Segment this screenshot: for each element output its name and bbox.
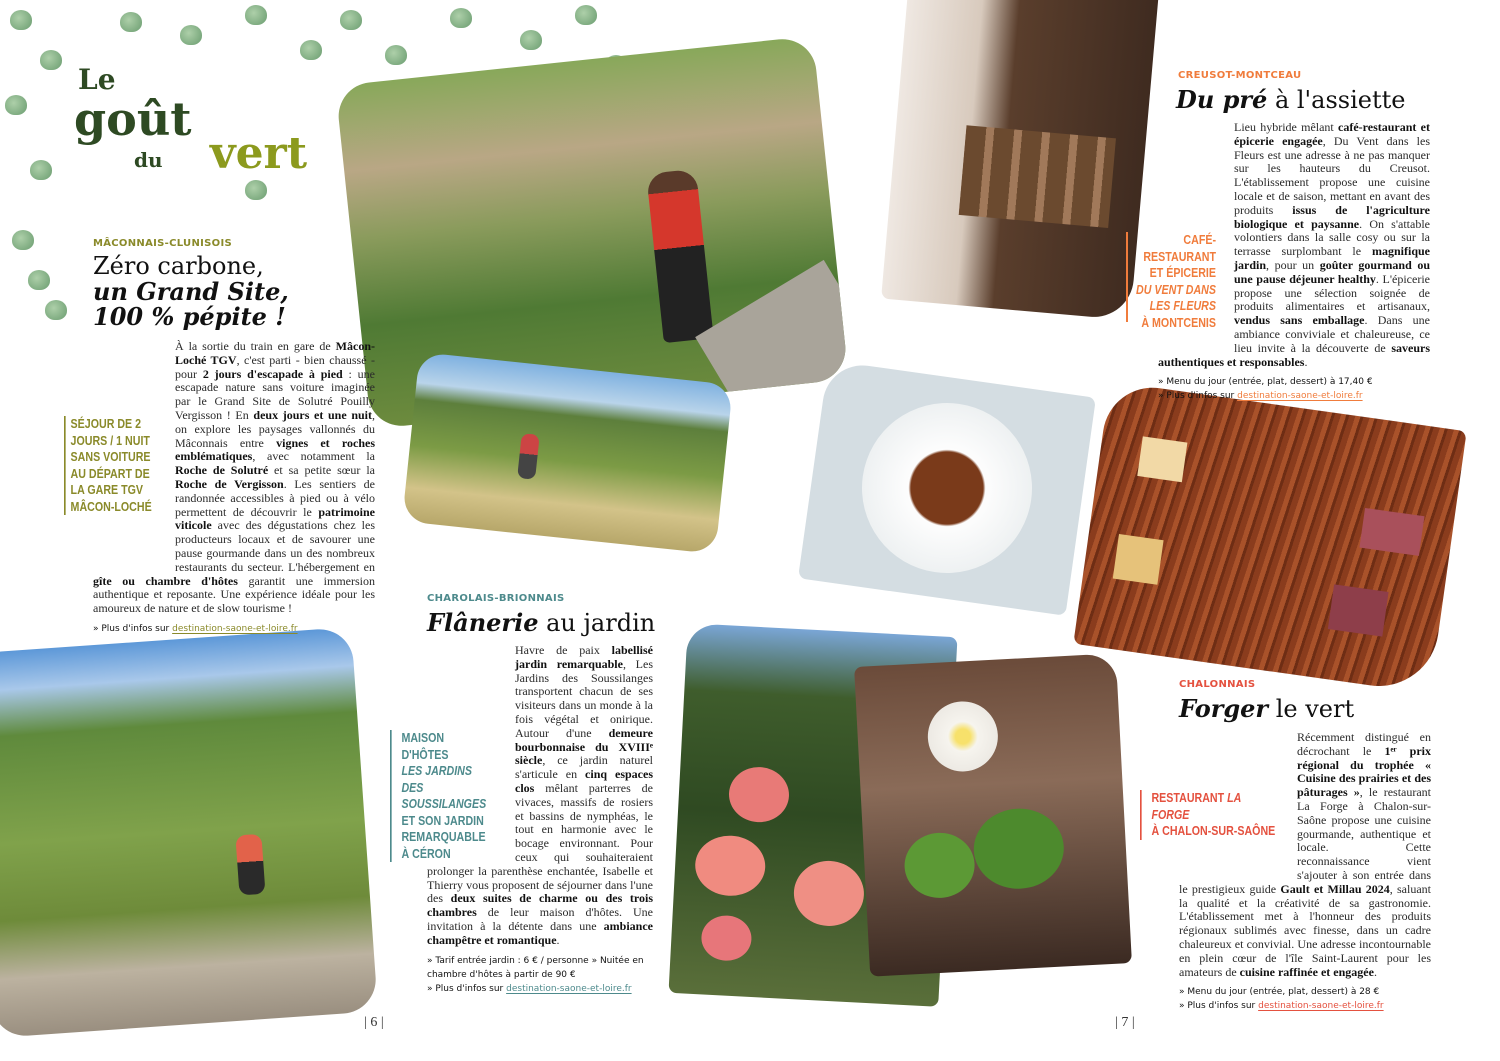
article1-sidebar: SÉJOUR DE 2 JOURS / 1 NUIT SANS VOITURE AU DÉPART DE LA GARE TGV MÂCON-LOCHÉ [64,416,162,515]
sidebar-line: À CHALON-SUR-SAÔNE [1151,823,1276,838]
leaf [245,180,267,200]
title-line: Zéro carbone, [93,252,264,280]
body-emphasis: Roche de Vergisson [175,476,284,491]
logo-text: goût [74,92,192,146]
info-label: » Plus d'infos sur [1179,1001,1259,1012]
photo-cafe-grocery [881,0,1159,320]
article3-body [1158,121,1430,369]
article1-title [93,254,289,329]
photo-water-lily [854,653,1132,976]
body-text: , c'est parti - bien chaussé - pour [175,352,375,381]
page-number-left: | 6 | [364,1015,384,1030]
title-italic: Du pré [1176,85,1268,114]
photo-tasting-board [1073,381,1466,694]
article4-info [1179,985,1431,1013]
body-text: . [1304,354,1308,369]
body-emphasis: ambiance champêtre et romantique [427,918,653,947]
logo-text: vert [210,128,308,179]
float-spacer [1179,773,1297,873]
body-emphasis: patrimoine viticole [175,504,375,533]
body-text: À la sortie du train en gare de [175,339,336,353]
body-text: , on explore les paysages vallonnés du Mâconnais entre [175,407,375,450]
leaf [520,30,542,50]
body-text: . On s'attable volontiers dans la salle cosy ou sur la terrasse surplombant le [1234,216,1430,259]
body-text: , Du Vent dans les Fleurs est une adresse à ne pas manquer sur les hauteurs du Creusot. L'établissement propose une cuisine locale et de saison, mettant en avant des produits [1234,133,1430,217]
body-emphasis: gîte ou chambre d'hôtes [93,573,238,588]
body-emphasis: vignes et roches emblématiques [175,435,376,464]
sidebar-line: LES JARDINS DES SOUSSILANGES [401,763,487,811]
leaf [385,45,407,65]
article3-info [1158,375,1430,403]
title-italic: Flânerie [427,608,539,637]
logo-text: du [134,148,163,172]
body-emphasis: issus de l'agriculture biologique et paysanne [1234,202,1430,231]
article3-column [1158,121,1430,403]
article3-kicker: CREUSOT-MONTCEAU [1178,70,1302,81]
body-text: . Dans une ambiance conviviale et chaleureuse, ce lieu invite à la découverte de [1234,313,1430,355]
info-label: » Plus d'infos sur [1158,391,1238,402]
sidebar-line: ET SON JARDIN REMARQUABLE À CÉRON [401,812,486,861]
photo-plated-dish [798,360,1096,615]
sidebar-line: CAFÉ-RESTAURANT ET ÉPICERIE [1143,232,1216,280]
body-emphasis: demeure bourbonnaise du XVIIIᵉ siècle [515,725,653,768]
article2-column [427,644,653,996]
leaf [575,5,597,25]
body-text: garantit une immersion authentique et reposante. Une expérience idéale pour les amoureux de nature et de slow tourisme ! [93,573,376,616]
body-text: . [1373,964,1377,979]
info-label: » Plus d'infos sur [427,983,507,994]
body-text: , pour un [1266,257,1320,272]
leaf [180,25,202,45]
leaf [30,160,52,180]
page-number: 7 [1121,1015,1129,1030]
article2-body [427,644,653,948]
body-text: , saluant la qualité et la créativité de sa gastronomie. L'établissement met à l'honneur des produits régionaux sublimés avec finesse, dans un cadre chaleureux et convivial. Une adresse incontournable en plein cœur de l'île Saint-Laurent pour les amateurs de [1179,881,1431,979]
body-emphasis: cinq espaces clos [515,767,653,795]
sidebar-line: RESTAURANT [1151,790,1225,805]
leaf [12,230,34,250]
logo-text: Le [78,63,116,96]
info-link[interactable]: destination-saone-et-loire.fr [506,983,632,994]
article1-info [93,622,375,636]
title-line: 100 % pépite ! [93,302,286,331]
title-rest: à l'assiette [1267,86,1406,114]
body-emphasis: Roche de Solutré [175,463,269,478]
article3-title [1176,87,1405,113]
article4-title [1179,696,1354,722]
body-text: Havre de paix [515,643,612,657]
body-text: , avec notamment la [252,449,375,464]
body-emphasis: magnifique jardin [1234,244,1430,272]
body-text: , ce jardin naturel s'articule en [515,753,653,782]
article1-kicker: MÂCONNAIS-CLUNISOIS [93,238,232,249]
body-emphasis: deux jours et une nuit [253,407,372,422]
body-emphasis: Mâcon-Loché TGV [175,339,375,367]
sidebar-line: DU VENT DANS LES FLEURS [1136,281,1216,313]
article1-column [93,340,375,636]
page-number-right: | 7 | [1115,1015,1135,1030]
sidebar-line: LA FORGE [1151,790,1241,822]
body-text: , Les Jardins des Soussilanges transportent chacun de ses visiteurs dans un monde à la fois végétal et onirique. Autour d'une [515,656,653,740]
info-price: » Menu du jour (entrée, plat, dessert) à 17,40 € [1158,377,1373,388]
body-emphasis: 1ᵉʳ prix régional du trophée « Cuisine des prairies et des pâturages » [1297,743,1431,800]
body-text: Récemment distingué en décrochant le [1297,730,1431,758]
body-emphasis: 2 jours d'escapade à pied [202,366,343,381]
body-text: . Les sentiers de randonnée accessibles à pied ou à vélo permettent de découvrir le [175,476,376,519]
leaf [120,12,142,32]
body-text: mêlant parterres de vivaces, massifs de rosiers et bassins de nymphéas, le tout en harmonie avec le bocage environnant. Pour ceux qui souhaiteraient prolonger la parenthèse enchantée, Isabelle et Thierry vous proposent de séjourner dans l'une des [427,780,653,906]
body-text: et sa petite sœur la [268,463,375,478]
body-text: . L'épicerie propose une sélection soignée de produits alimentaires et artisanaux, [1234,271,1430,314]
article4-kicker: CHALONNAIS [1179,679,1256,690]
leaf [450,8,472,28]
leaf [340,10,362,30]
leaf [300,40,322,60]
body-emphasis: labellisé jardin remarquable [515,643,653,671]
article2-kicker: CHAROLAIS-BRIONNAIS [427,593,565,604]
article4-column [1179,731,1431,1013]
body-emphasis: vendus sans emballage [1234,313,1365,328]
body-emphasis: goûter gourmand ou une pause déjeuner healthy [1234,257,1431,286]
body-text: de leur maison d'hôtes. Une invitation à la détente dans une [427,905,653,933]
body-text: Lieu hybride mêlant [1234,120,1339,134]
title-rest: au jardin [538,609,656,637]
leaf [245,5,267,25]
body-emphasis: cuisine raffinée et engagée [1239,964,1374,979]
body-emphasis: saveurs authentiques et responsables [1158,340,1430,369]
body-text: : une escapade nature sans voiture imaginée par le Grand Site de Solutré Pouilly Vergisson ! En [175,366,375,422]
title-line: un Grand Site, [93,277,289,306]
float-spacer [1158,218,1234,343]
info-link[interactable]: destination-saone-et-loire.fr [1237,391,1363,402]
article1-body [93,340,375,616]
body-text: , le restaurant La Forge à Chalon-sur-Saône propose une cuisine gourmande, authentique et locale. Cette reconnaissance vient s'ajouter à son entrée dans le prestigieux guide [1179,785,1432,896]
leaf [5,95,27,115]
info-label: » Plus d'infos sur [93,623,173,634]
info-link[interactable]: destination-saone-et-loire.fr [172,623,298,634]
info-link[interactable]: destination-saone-et-loire.fr [1258,1001,1384,1012]
article2-title [427,610,655,636]
sidebar-line: MAISON D'HÔTES [401,730,449,762]
sidebar-rule [1126,232,1128,322]
page-number: 6 [370,1015,378,1030]
body-text: avec des dégustations chez les producteurs locaux et de savourer une pause gourmande dans un des nombreux restaurants du secteur. L'hébergement en [175,518,375,574]
article4-body [1179,731,1431,979]
leaf [45,300,67,320]
photo-landscape-rock [0,627,378,1038]
float-spacer [93,398,175,573]
info-price: » Tarif entrée jardin : 6 € / personne » Nuitée en chambre d'hôtes à partir de 90 € [427,955,644,980]
sidebar-line: À MONTCENIS [1141,314,1216,330]
leaf [28,270,50,290]
leaf [40,50,62,70]
leaf [10,10,32,30]
info-price: » Menu du jour (entrée, plat, dessert) à 28 € [1179,987,1380,998]
section-logo [74,63,344,179]
title-rest: le vert [1268,695,1355,723]
title-italic: Forger [1179,694,1269,723]
float-spacer [427,714,515,864]
body-emphasis: Gault et Millau 2024 [1280,881,1390,896]
body-text: . [556,932,560,947]
body-emphasis: deux suites de charme ou des trois chambres [427,891,653,920]
article2-info [427,954,653,996]
photo-hiker-hills [402,352,733,554]
body-emphasis: café-restaurant et épicerie engagée [1234,120,1430,148]
